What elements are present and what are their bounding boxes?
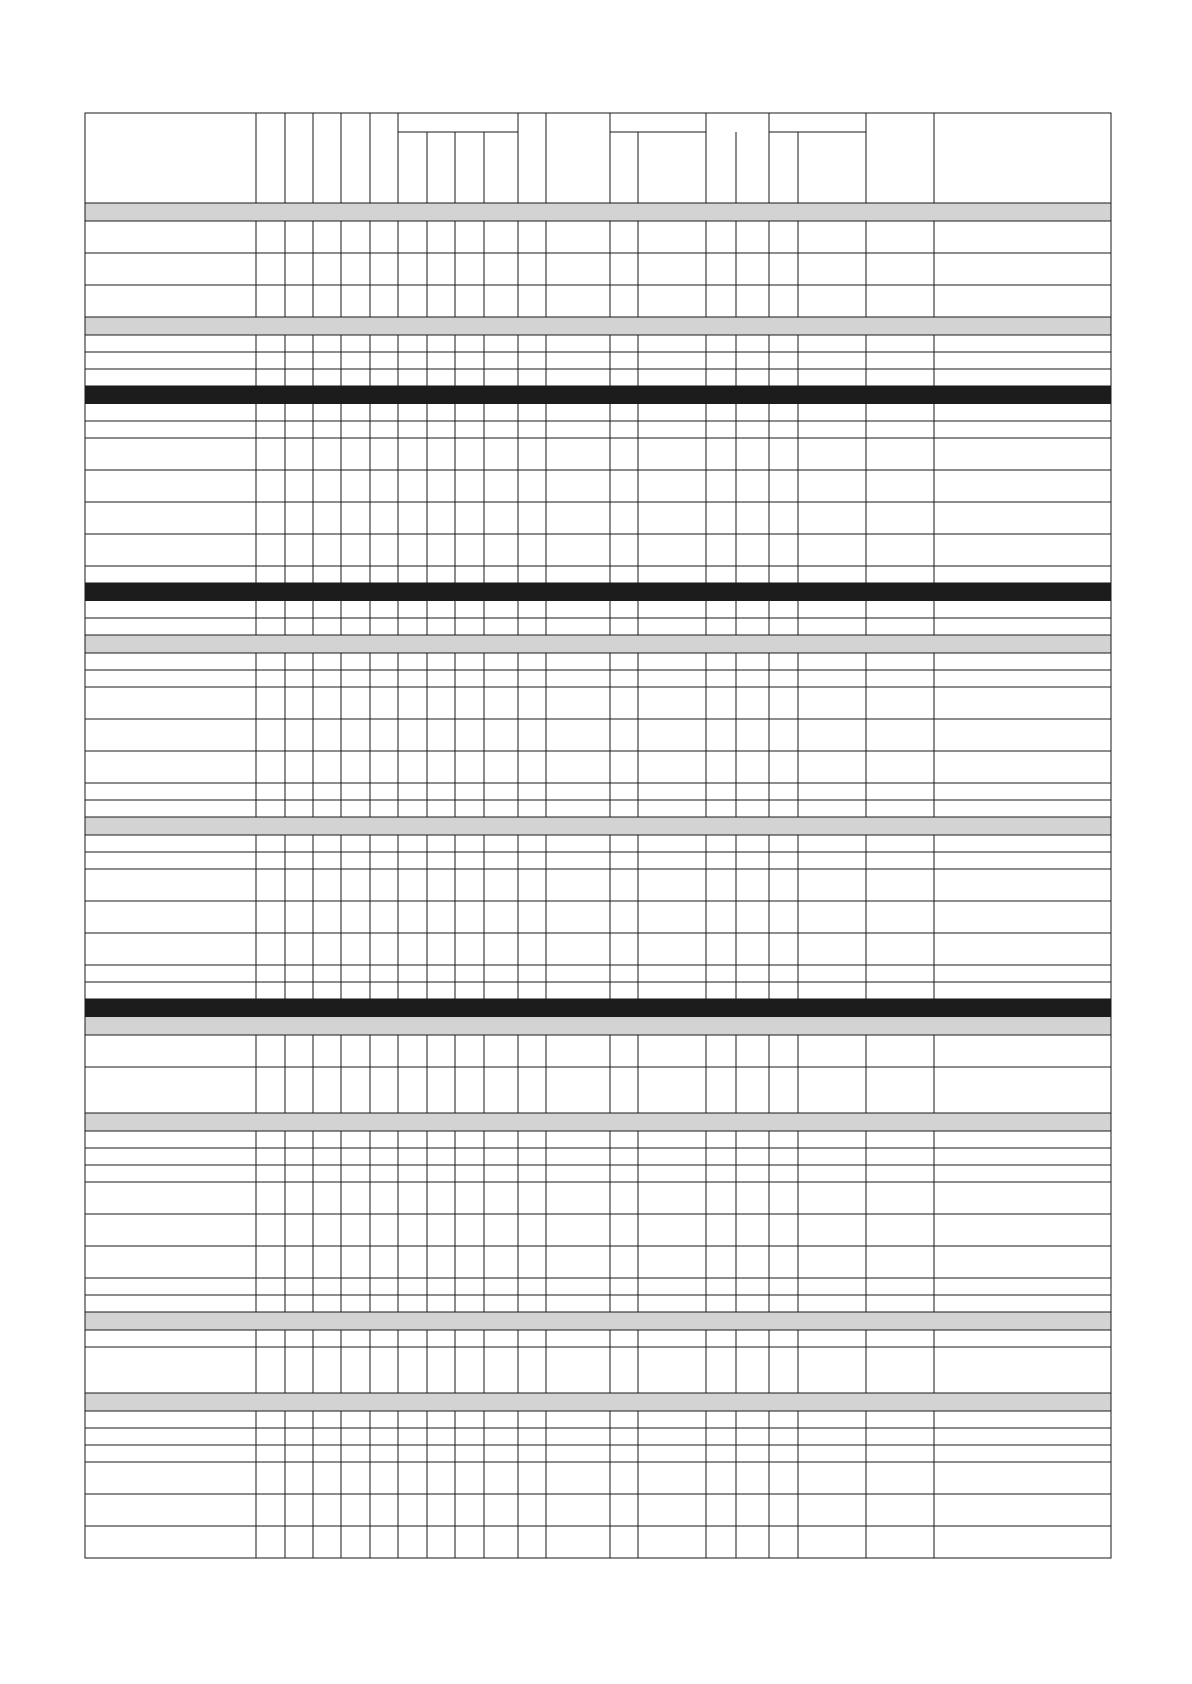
section-band-grey <box>85 635 1111 653</box>
section-band-grey <box>85 203 1111 221</box>
section-band-grey <box>85 317 1111 335</box>
section-bands <box>85 203 1111 1411</box>
section-band-black <box>85 999 1111 1017</box>
row-lines <box>85 132 1111 1558</box>
section-band-grey <box>85 1113 1111 1131</box>
section-band-grey <box>85 1017 1111 1035</box>
section-band-grey <box>85 1312 1111 1330</box>
section-band-grey <box>85 817 1111 835</box>
section-band-grey <box>85 1393 1111 1411</box>
section-band-black <box>85 583 1111 601</box>
section-band-black <box>85 386 1111 404</box>
